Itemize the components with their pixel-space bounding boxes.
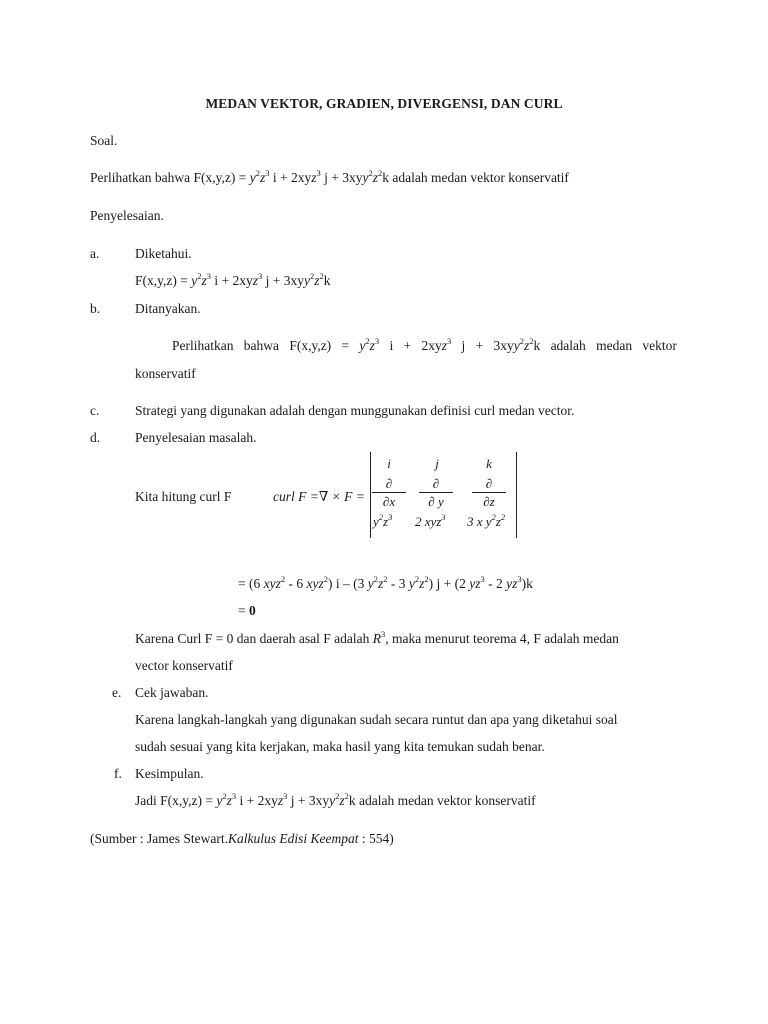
item-e-line1: Karena langkah-langkah yang digunakan sudah secara runtut dan apa yang diketahui soal <box>135 712 618 727</box>
item-d-heading: Penyelesaian masalah. <box>135 430 257 445</box>
matrix-i: i <box>387 456 391 471</box>
item-b-heading: Ditanyakan. <box>135 301 201 316</box>
item-b-statement: Perlihatkan bahwa F(x,y,z) = $y^2z^3$ i + 2xyz$^3$ j + $3xyy^2z^2k$ adalah medan vektor <box>172 336 677 353</box>
determinant-matrix <box>370 452 517 538</box>
item-e-marker: e. <box>112 685 122 700</box>
item-a-marker: a. <box>90 246 100 261</box>
compute-label: Kita hitung curl F <box>135 489 232 504</box>
conclusion-line-1: Karena Curl F = 0 dan daerah asal F adalah $R^3$, maka menurut teorema 4, F adalah medan <box>135 629 619 646</box>
matrix-r: 3 x $y^2z^2$ <box>467 512 506 529</box>
item-a-heading: Diketahui. <box>135 246 192 261</box>
item-c-text: Strategi yang digunakan adalah dengan munggunakan definisi curl medan vector. <box>135 403 575 418</box>
source-citation: (Sumber : James Stewart.Kalkulus Edisi Keempat : 554) <box>90 831 394 846</box>
matrix-k: k <box>486 456 492 471</box>
item-e-line2: sudah sesuai yang kita kerjakan, maka hasil yang kita temukan sudah benar. <box>135 739 545 754</box>
item-a-formula: $F(x,y,z) = y^2z^3$ i + 2xyz$^3$ $j + 3xyy^2z^2k$ <box>135 271 331 288</box>
zero-result: = 0 <box>238 603 256 618</box>
item-f-marker: f. <box>114 766 122 781</box>
solution-label: Penyelesaian. <box>90 208 164 223</box>
curl-expression: curl F =∇ × F = <box>273 489 365 504</box>
problem-statement: Perlihatkan bahwa $F(x,y,z) = y^2z^3$ i + 2xyz$^3$ $j + 3xyy^2z^2k$ adalah medan vektor konservatif <box>90 168 569 185</box>
item-b-marker: b. <box>90 301 101 316</box>
item-e-heading: Cek jawaban. <box>135 685 209 700</box>
soal-label: Soal. <box>90 133 118 148</box>
partial-x: ∂ ∂x <box>372 476 406 510</box>
matrix-j: j <box>435 456 439 471</box>
item-c-marker: c. <box>90 403 100 418</box>
item-b-line2: konservatif <box>135 366 196 381</box>
conclusion-line-2: vector konservatif <box>135 658 233 673</box>
matrix-q: 2 xyz$^3$ <box>415 512 446 529</box>
curl-result-line: = (6 xyz$^2$ - 6 xyz$^2$) i – (3 $y^2z^2 - 3$ $y^2z^2$) j + (2 $yz^3 - 2$ $yz^3)k$ <box>238 574 533 591</box>
item-d-marker: d. <box>90 430 101 445</box>
partial-z: ∂ ∂z <box>472 476 506 510</box>
matrix-p: $y^2z^3$ <box>373 512 393 529</box>
item-f-formula: Jadi $F(x,y,z) = y^2z^3$ i + 2xyz$^3$ $j + 3xyy^2z^2k$ adalah medan vektor konservatif <box>135 791 536 808</box>
item-f-heading: Kesimpulan. <box>135 766 204 781</box>
page-title: MEDAN VEKTOR, GRADIEN, DIVERGENSI, DAN CURL <box>205 96 563 111</box>
partial-y: ∂ ∂ y <box>419 476 453 510</box>
